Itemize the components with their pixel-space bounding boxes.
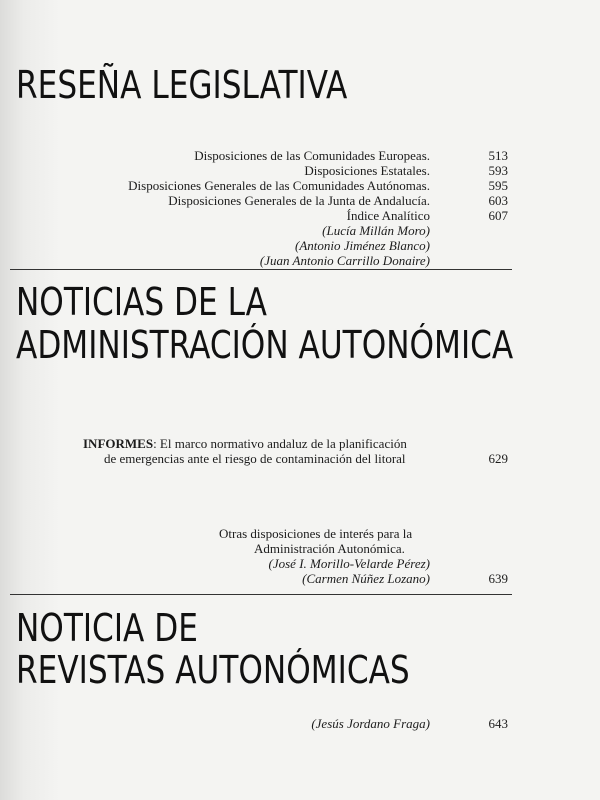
- toc-entry-text[interactable]: Disposiciones Generales de las Comunidades Autónomas.: [128, 178, 430, 193]
- author-name: (Carmen Núñez Lozano): [302, 571, 430, 586]
- author-name: (Jesús Jordano Fraga): [311, 716, 430, 731]
- section-title-noticias-line1: NOTICIAS DE LA: [16, 280, 267, 324]
- section-divider: [10, 594, 512, 595]
- toc-entry-text[interactable]: Disposiciones de las Comunidades Europeas.: [194, 148, 430, 163]
- toc-entry-text[interactable]: Disposiciones Generales de la Junta de Andalucía.: [168, 193, 430, 208]
- section-title-noticia-line1: NOTICIA DE: [16, 606, 198, 650]
- toc-entry-page: 603: [488, 193, 508, 208]
- author-name: (Lucía Millán Moro): [322, 223, 430, 238]
- toc-entry-text[interactable]: Disposiciones Estatales.: [304, 163, 430, 178]
- section-title-noticias-line2: ADMINISTRACIÓN AUTONÓMICA: [16, 323, 514, 367]
- toc-entry-page: 629: [488, 451, 508, 466]
- informe-line1[interactable]: [83, 436, 407, 451]
- author-name: (Antonio Jiménez Blanco): [294, 238, 430, 253]
- otras-line1[interactable]: Otras disposiciones de interés para la: [219, 526, 413, 541]
- informe-title-part1: : El marco normativo andaluz de la planificación: [153, 436, 407, 451]
- toc-entry-text[interactable]: Índice Analítico: [346, 208, 430, 223]
- informe-line2[interactable]: de emergencias ante el riesgo de contaminación del litoral: [104, 451, 406, 466]
- toc-entry-page: 595: [488, 178, 508, 193]
- author-name: (Juan Antonio Carrillo Donaire): [259, 253, 430, 268]
- toc-entry-page: 607: [488, 208, 508, 223]
- section-divider: [10, 269, 512, 270]
- author-name: (José I. Morillo-Velarde Pérez): [268, 556, 430, 571]
- otras-line2[interactable]: Administración Autonómica.: [254, 541, 405, 556]
- toc-entry-page: 639: [488, 571, 508, 586]
- section-title-resena-legislativa: RESEÑA LEGISLATIVA: [16, 63, 348, 107]
- toc-entry-page: 513: [488, 148, 508, 163]
- toc-entry-page: 643: [488, 716, 508, 731]
- informe-label: INFORMES: [83, 436, 154, 451]
- toc-entry-page: 593: [488, 163, 508, 178]
- section-title-noticia-line2: REVISTAS AUTONÓMICAS: [16, 648, 410, 692]
